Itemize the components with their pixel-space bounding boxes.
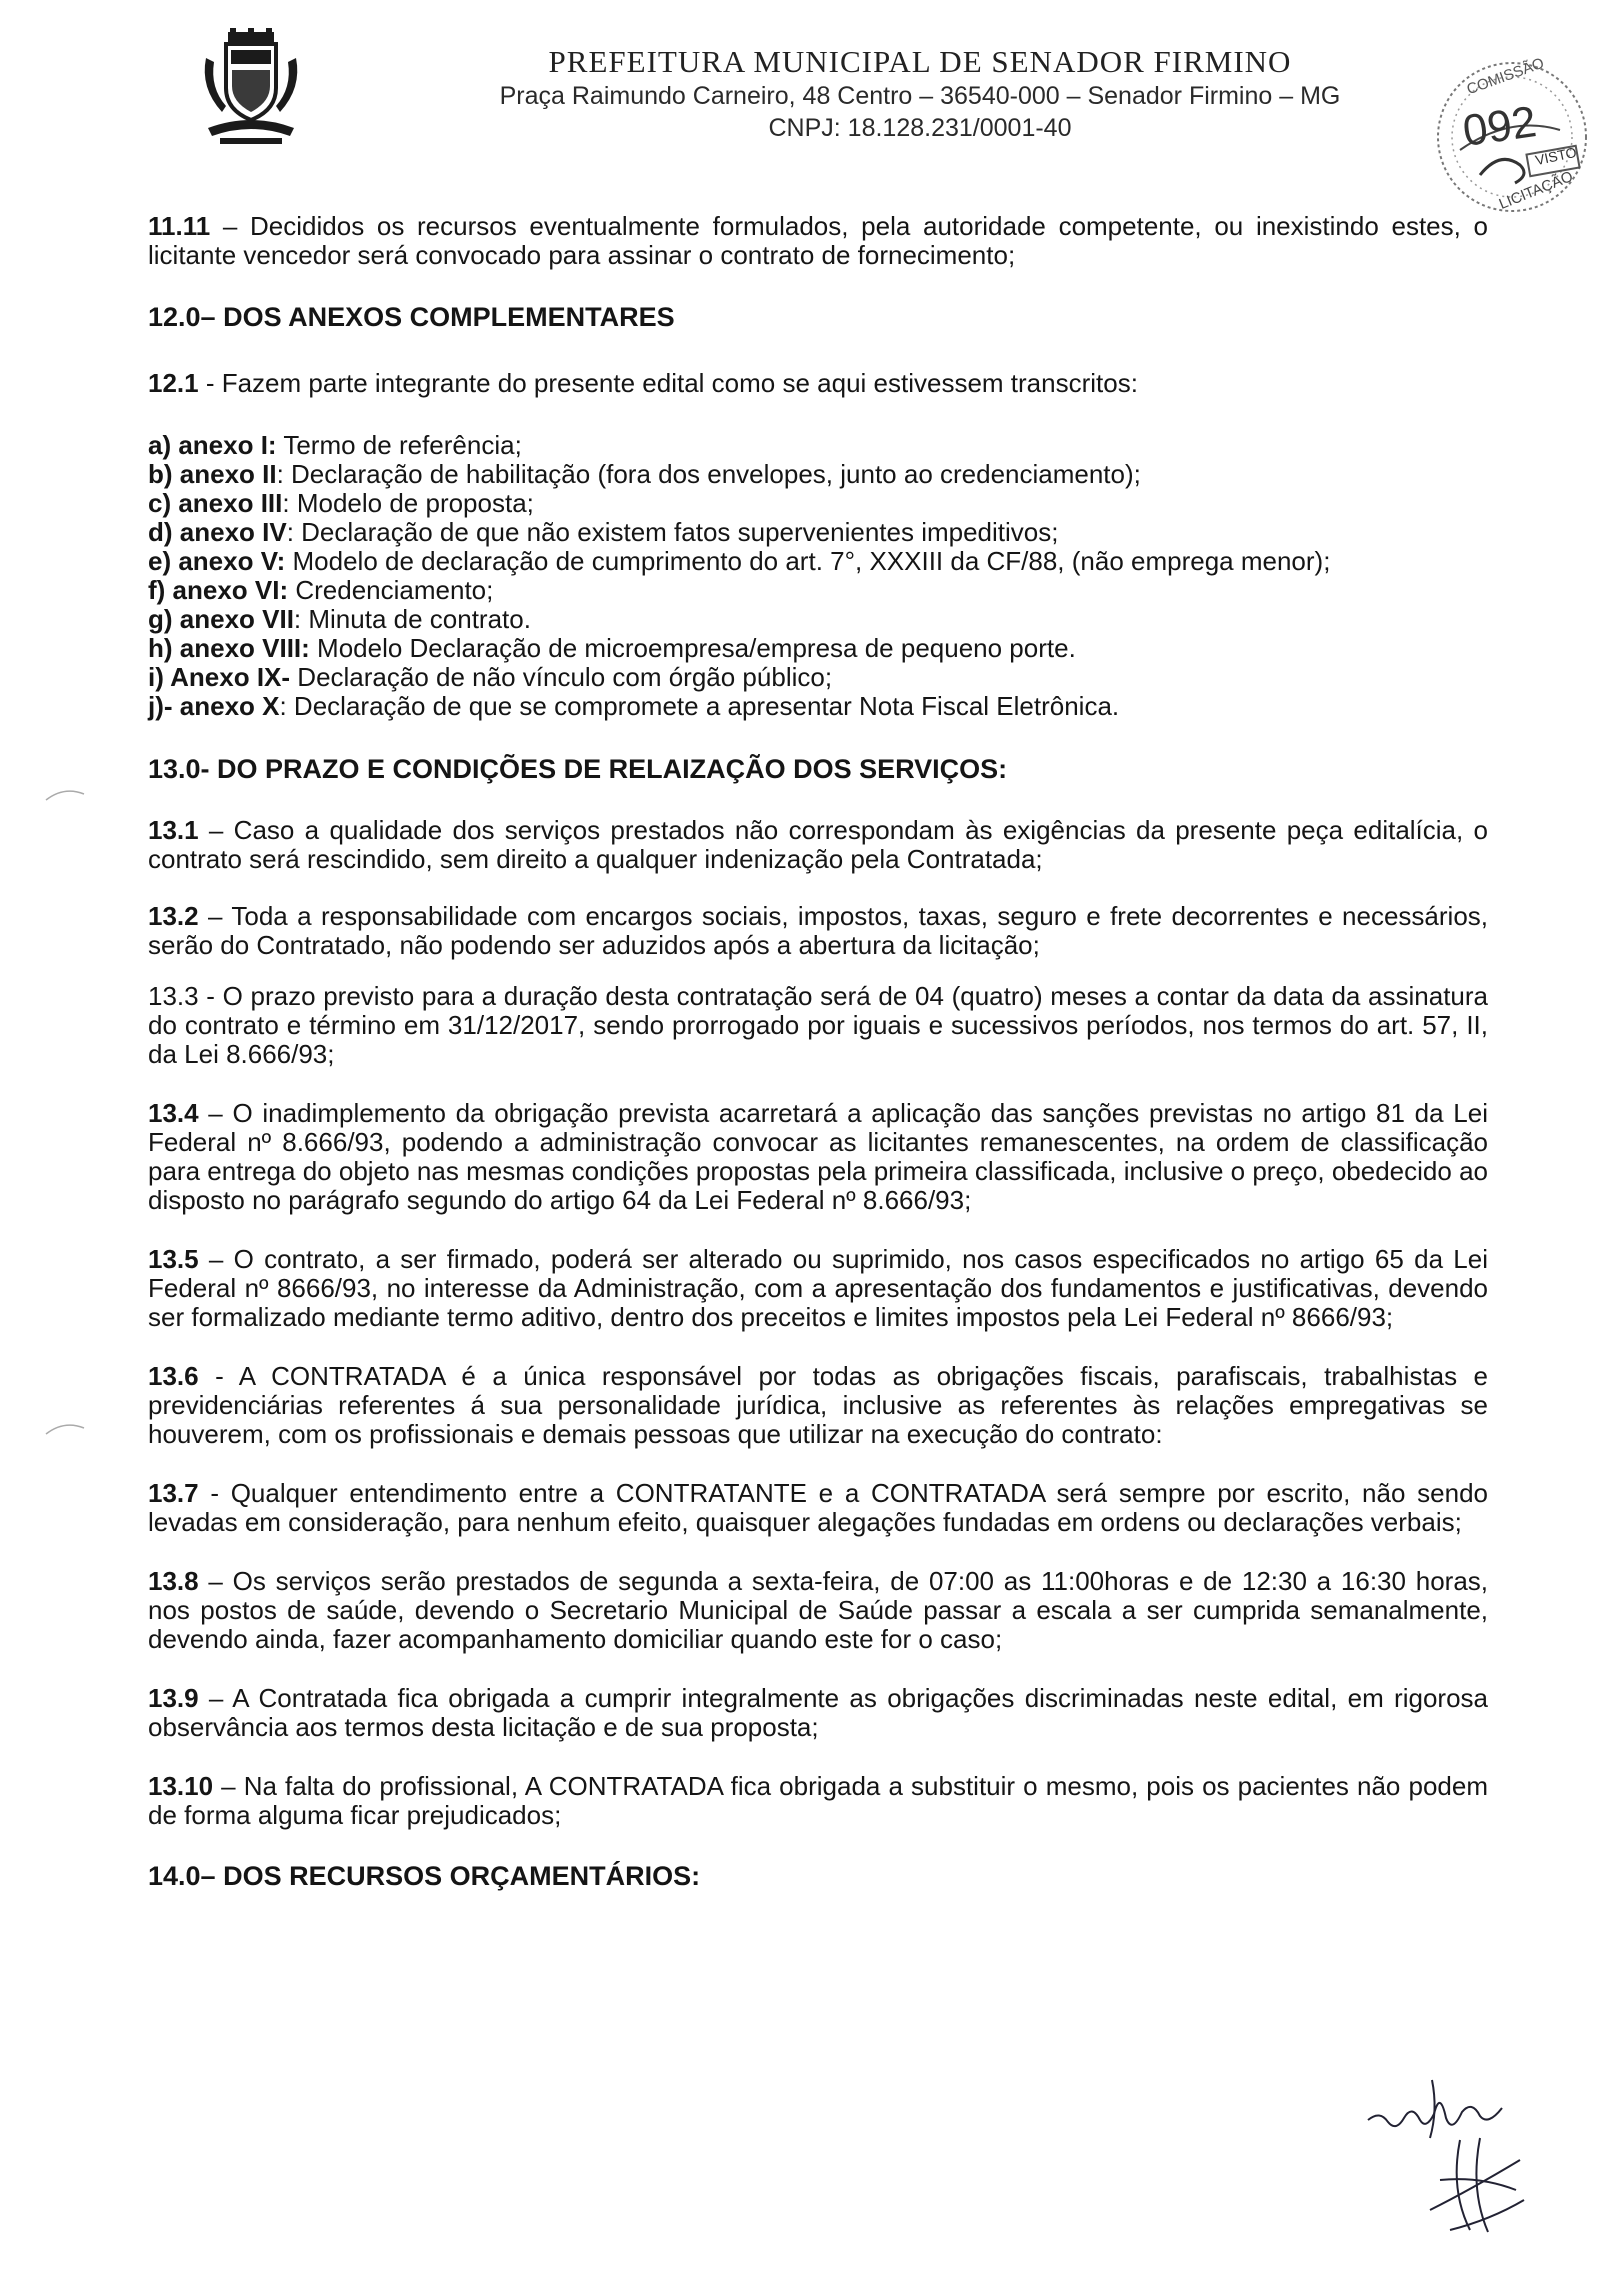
annex-item: g) anexo VII: Minuta de contrato. bbox=[148, 604, 531, 634]
heading-14: 14.0– DOS RECURSOS ORÇAMENTÁRIOS: bbox=[148, 1861, 701, 1891]
clause-number: 12.1 bbox=[148, 368, 199, 398]
clause-13-6: 13.6 - A CONTRATADA é a única responsável por todas as obrigações fiscais, parafiscais, trabalhistas e previdenciárias referentes á sua personalidade jurídica, inclusive as referentes às relações empregativas se houverem, com os profissionais e demais pessoas que utilizar na execução do contrato: bbox=[148, 1361, 1488, 1449]
signature-initials bbox=[1360, 2060, 1510, 2140]
clause-text: - Fazem parte integrante do presente edital como se aqui estivessem transcritos: bbox=[198, 368, 1138, 398]
annex-item: b) anexo II: Declaração de habilitação (fora dos envelopes, junto ao credenciamento); bbox=[148, 459, 1141, 489]
stamp-top-text: COMISSÃO bbox=[1464, 54, 1547, 99]
heading-12: 12.0– DOS ANEXOS COMPLEMENTARES bbox=[148, 302, 675, 332]
annex-item: h) anexo VIII: Modelo Declaração de microempresa/empresa de pequeno porte. bbox=[148, 633, 1076, 663]
clause-13-3: 13.3 - O prazo previsto para a duração desta contratação será de 04 (quatro) meses a contar da data da assinatura do contrato e término em 31/12/2017, sendo prorrogado por iguais e sucessivos períodos, nos termos do art. 57, II, da Lei 8.666/93; bbox=[148, 981, 1488, 1069]
clause-13-7: 13.7 - Qualquer entendimento entre a CONTRATANTE e a CONTRATADA será sempre por escrito, não sendo levadas em consideração, para nenhum efeito, quaisquer alegações fundadas em ordens ou declarações verbais; bbox=[148, 1478, 1488, 1537]
margin-mark bbox=[44, 1420, 86, 1436]
letterhead-title: PREFEITURA MUNICIPAL DE SENADOR FIRMINO bbox=[548, 44, 1292, 79]
letterhead-cnpj: CNPJ: 18.128.231/0001-40 bbox=[768, 114, 1072, 142]
document-body bbox=[148, 212, 1488, 1891]
clause-13-8: 13.8 – Os serviços serão prestados de segunda a sexta-feira, de 07:00 as 11:00horas e de 12:30 a 16:30 horas, nos postos de saúde, devendo o Secretario Municipal de Saúde passar a escala a ser cumprida semanalmente, devendo ainda, fazer acompanhamento domiciliar quando este for o caso; bbox=[148, 1566, 1488, 1654]
letterhead bbox=[420, 44, 1420, 144]
stamp-number: 092 bbox=[1459, 97, 1540, 156]
clause-13-1: 13.1 – Caso a qualidade dos serviços prestados não correspondam às exigências da presente peça editalícia, o contrato será rescindido, sem direito a qualquer indenização pela Contratada; bbox=[148, 815, 1488, 874]
clause-text: – Decididos os recursos eventualmente formulados, pela autoridade competente, ou inexistindo estes, o licitante vencedor será convocado para assinar o contrato de fornecimento; bbox=[148, 211, 1488, 270]
clause-13-5: 13.5 – O contrato, a ser firmado, poderá ser alterado ou suprimido, nos casos especificados no artigo 65 da Lei Federal nº 8666/93, no interesse da Administração, com a apresentação dos fundamentos e justificativas, devendo ser formalizado mediante termo aditivo, dentro dos preceitos e limites impostos pela Lei Federal nº 8666/93; bbox=[148, 1244, 1488, 1332]
stamp-visto-text: VISTO bbox=[1533, 143, 1578, 169]
annex-item: j)- anexo X: Declaração de que se compromete a apresentar Nota Fiscal Eletrônica. bbox=[148, 691, 1120, 721]
annex-item: c) anexo III: Modelo de proposta; bbox=[148, 488, 534, 518]
clause-13-9: 13.9 – A Contratada fica obrigada a cumprir integralmente as obrigações discriminadas neste edital, em rigorosa observância aos termos desta licitação e de sua proposta; bbox=[148, 1683, 1488, 1742]
signature-rubric bbox=[1420, 2130, 1530, 2240]
stamp-bottom-text: LICITAÇÃO bbox=[1496, 167, 1576, 214]
clause-13-10: 13.10 – Na falta do profissional, A CONTRATADA fica obrigada a substituir o mesmo, pois os pacientes não podem de forma alguma ficar prejudicados; bbox=[148, 1771, 1488, 1830]
annex-item: a) anexo I: Termo de referência; bbox=[148, 430, 522, 460]
clause-13-4: 13.4 – O inadimplemento da obrigação prevista acarretará a aplicação das sanções previstas no artigo 81 da Lei Federal nº 8.666/93, podendo a administração convocar as licitantes remanescentes, na ordem de classificação para entrega do objeto nas mesmas condições propostas pela primeira classificada, inclusive o preço, obedecido ao disposto no parágrafo segundo do artigo 64 da Lei Federal nº 8.666/93; bbox=[148, 1098, 1488, 1215]
letterhead-address: Praça Raimundo Carneiro, 48 Centro – 36540-000 – Senador Firmino – MG bbox=[499, 82, 1341, 110]
clause-12-1 bbox=[148, 369, 1488, 398]
clause-13-2: 13.2 – Toda a responsabilidade com encargos sociais, impostos, taxas, seguro e frete decorrentes e necessários, serão do Contratado, não podendo ser aduzidos após a abertura da licitação; bbox=[148, 901, 1488, 960]
margin-mark bbox=[44, 786, 86, 802]
heading-13: 13.0- DO PRAZO E CONDIÇÕES DE RELAIZAÇÃO DOS SERVIÇOS: bbox=[148, 754, 1008, 784]
annex-item: d) anexo IV: Declaração de que não existem fatos supervenientes impeditivos; bbox=[148, 517, 1059, 547]
clause-number: 11.11 bbox=[148, 211, 211, 241]
clause-11-11 bbox=[148, 212, 1488, 270]
annex-list bbox=[148, 431, 1488, 721]
municipal-crest-logo bbox=[198, 28, 304, 148]
annex-item: e) anexo V: Modelo de declaração de cumprimento do art. 7°, XXXIII da CF/88, (não emprega menor); bbox=[148, 546, 1331, 576]
annex-item: f) anexo VI: Credenciamento; bbox=[148, 575, 494, 605]
annex-item: i) Anexo IX- Declaração de não vínculo com órgão público; bbox=[148, 662, 833, 692]
